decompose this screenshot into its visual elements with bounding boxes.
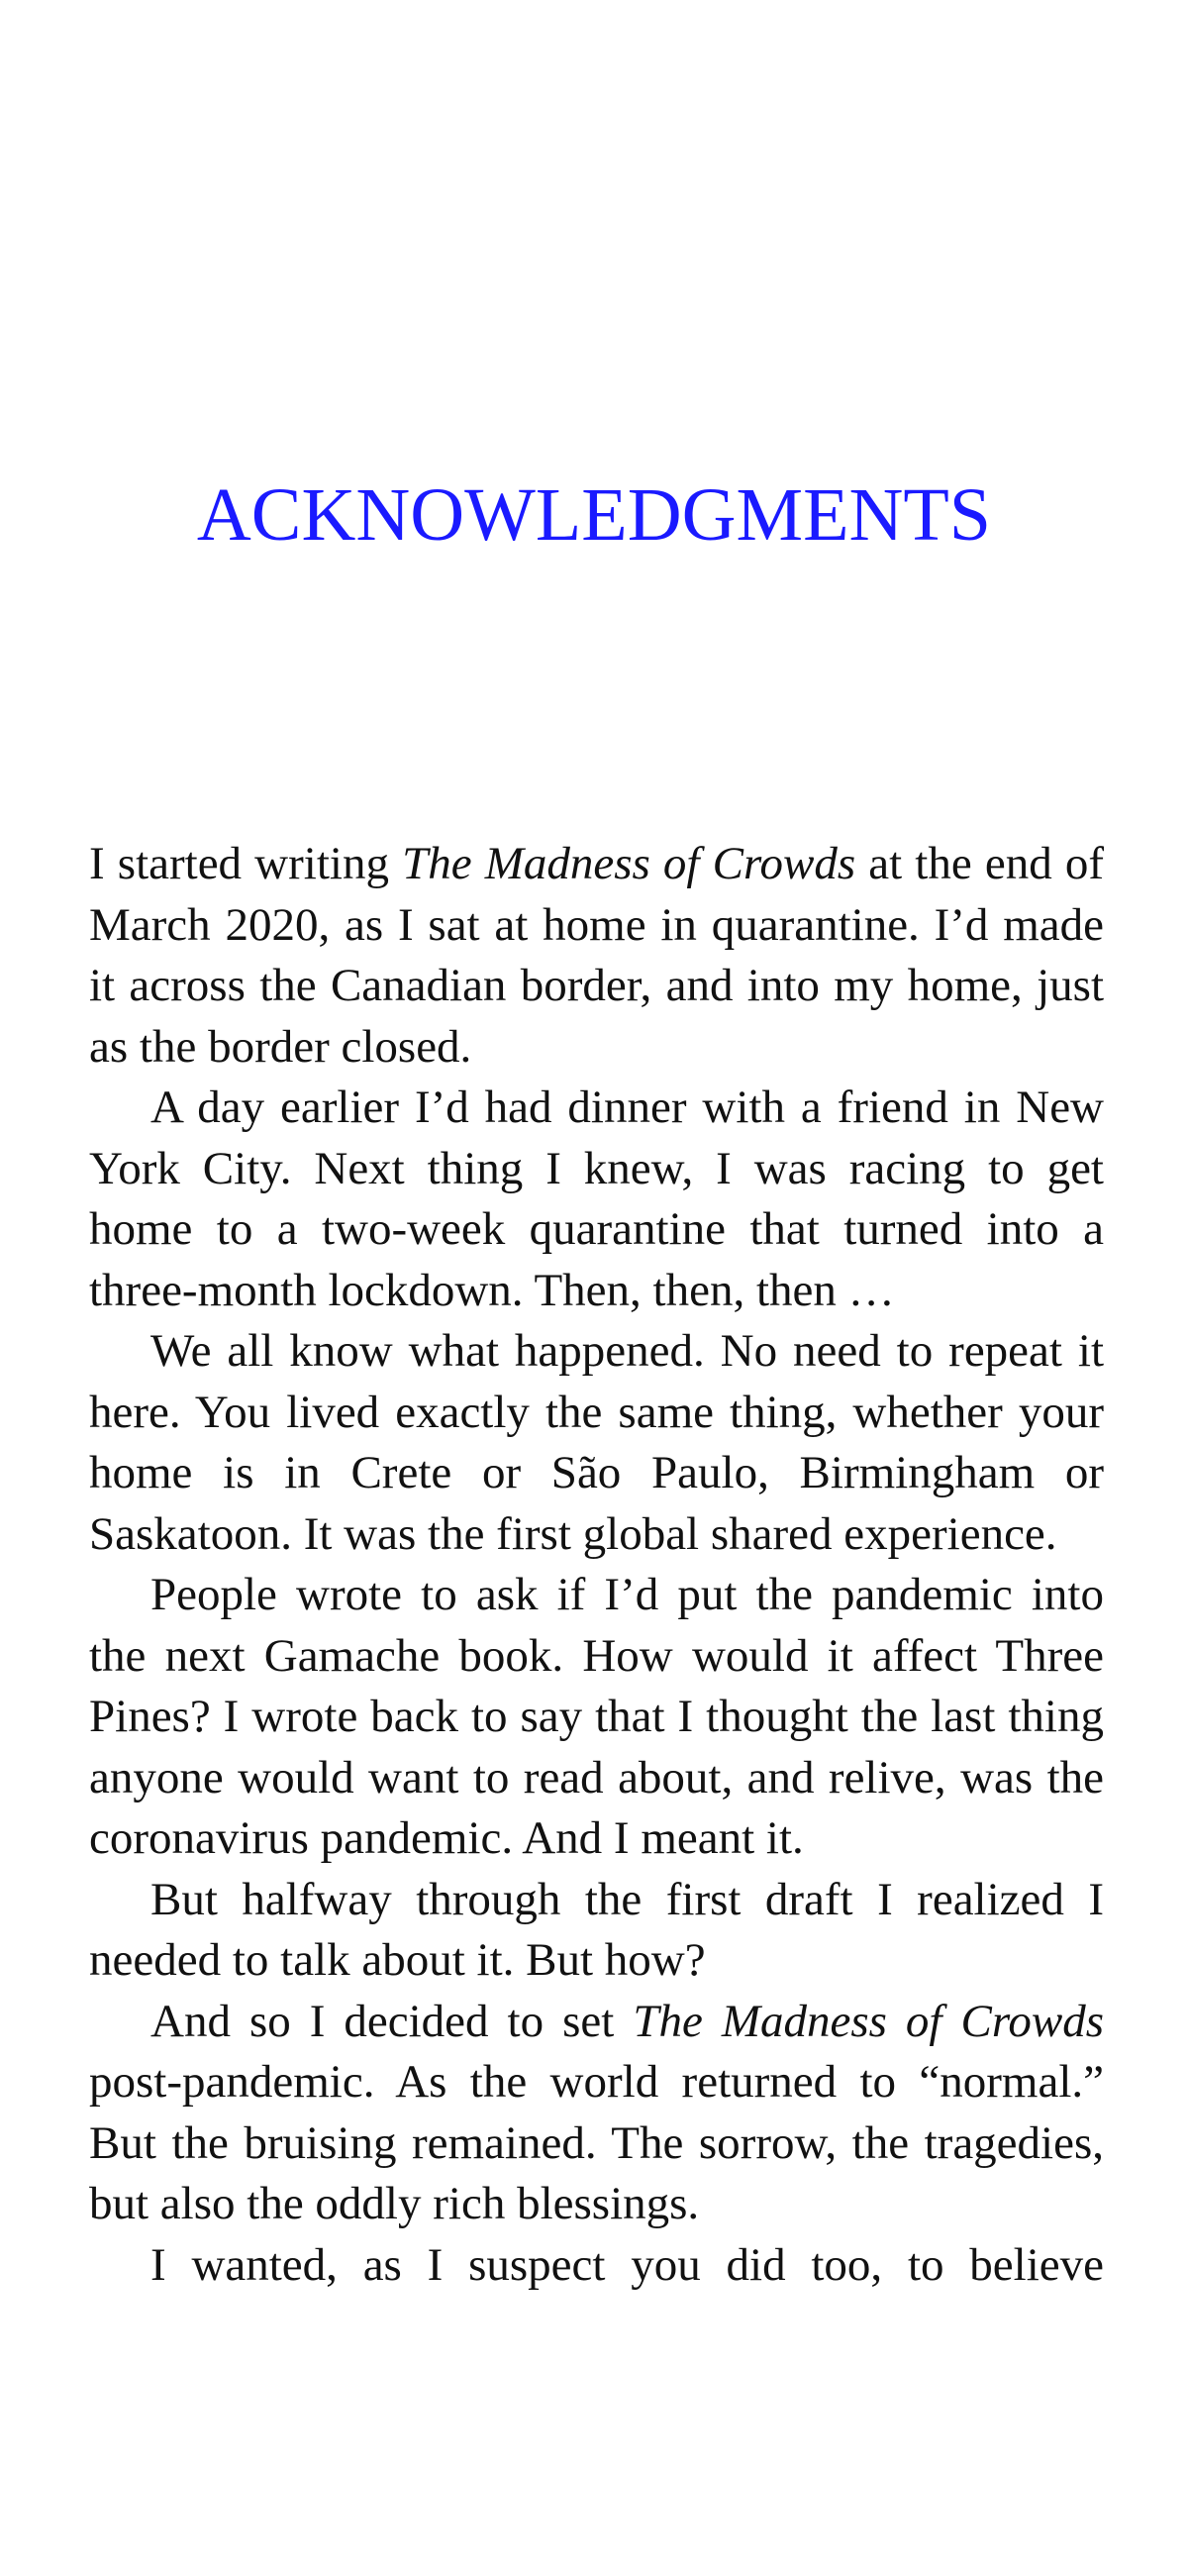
paragraph-1-text-a: I started writing (89, 838, 403, 889)
paragraph-2: A day earlier I’d had dinner with a friend in New York City. Next thing I knew, I was racing to get home to a two-week quarantine that turned into a three-month lockdown. Then, then, then … (89, 1082, 1104, 1316)
paragraph-1-text-b: at the end of March 2020, as I sat at home in quarantine. I’d made it across the Canadian border, and into my home, just as the border closed. (89, 838, 1104, 1073)
chapter-title: ACKNOWLEDGMENTS (196, 473, 992, 557)
book-title-italic: The Madness of Crowds (402, 838, 856, 889)
paragraph-5: But halfway through the first draft I realized I needed to talk about it. But how? (89, 1873, 1104, 1986)
paragraph-1 (89, 834, 1104, 1078)
paragraph-6-text-b: post-pandemic. As the world returned to “normal.” But the bruising remained. The sorrow, the tragedies, but also the oddly rich blessings. (89, 2056, 1104, 2229)
paragraph-7: I wanted, as I suspect you did too, to believe (150, 2238, 1104, 2291)
paragraph-6-text-a: And so I decided to set (150, 1995, 634, 2047)
acknowledgments-body (89, 834, 1104, 2296)
paragraph-6 (89, 1992, 1104, 2235)
paragraph-3: We all know what happened. No need to repeat it here. You lived exactly the same thing, whether your home is in Crete or São Paulo, Birmingham or Saskatoon. It was the first global shared experience. (89, 1325, 1104, 1560)
book-title-italic: The Madness of Crowds (633, 1995, 1105, 2047)
paragraph-4: People wrote to ask if I’d put the pandemic into the next Gamache book. How would it affect Three Pines? I wrote back to say that I thought the last thing anyone would want to read about, and relive, was the coronavirus pandemic. And I meant it. (89, 1569, 1104, 1864)
